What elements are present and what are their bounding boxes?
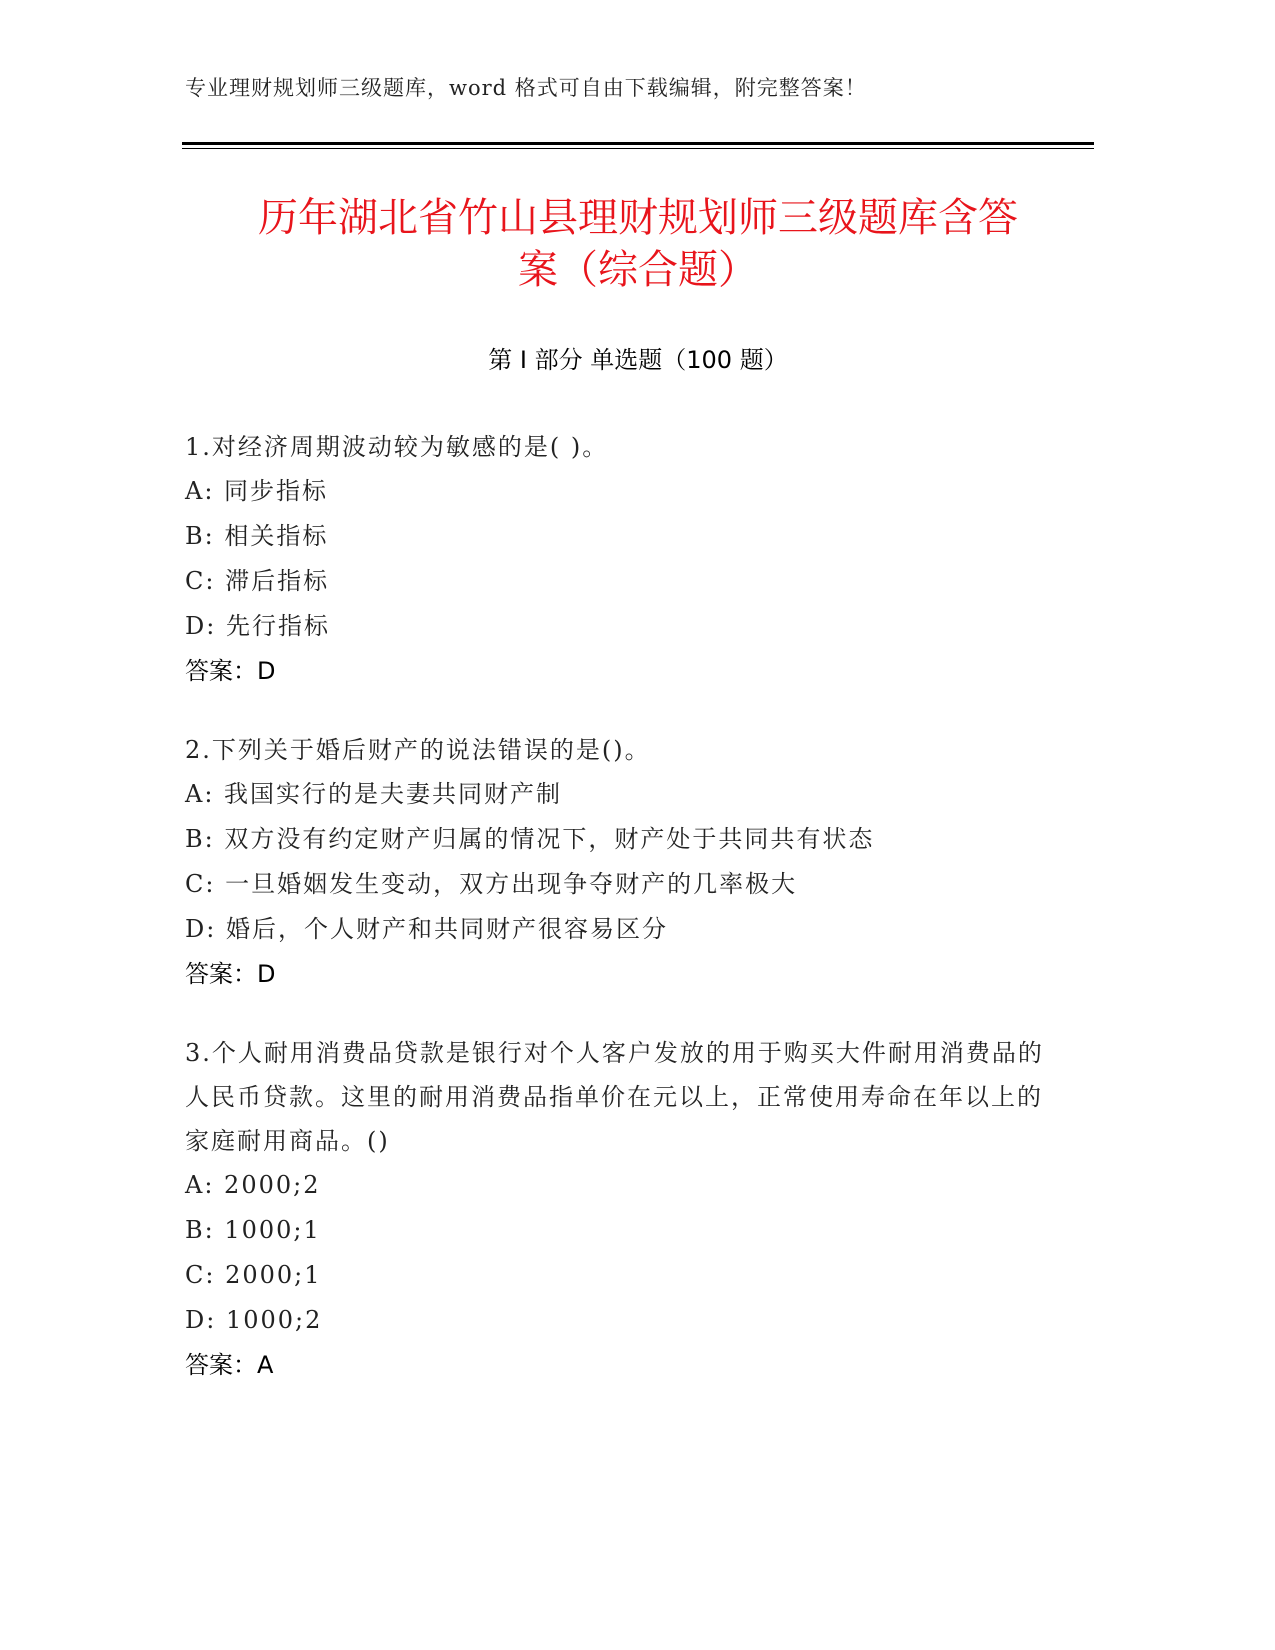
- option-a: A: 我国实行的是夫妻共同财产制: [185, 780, 563, 808]
- section-heading: 第 I 部分 单选题（100 题）: [488, 346, 788, 374]
- option-d: D: 婚后，个人财产和共同财产很容易区分: [185, 915, 668, 943]
- document-title: 历年湖北省竹山县理财规划师三级题库含答案（综合题）: [258, 195, 1018, 293]
- option-a: A: 同步指标: [185, 477, 329, 505]
- option-c: C: 滞后指标: [185, 567, 330, 595]
- answer-text: 答案：D: [185, 960, 276, 988]
- option-c: C: 一旦婚姻发生变动，双方出现争夺财产的几率极大: [185, 870, 798, 898]
- option-d: D: 1000;2: [185, 1306, 323, 1334]
- question-2: [185, 728, 1055, 996]
- question-list: [185, 425, 1055, 1422]
- option-a: A: 2000;2: [185, 1171, 321, 1199]
- question-stem: 1.对经济周期波动较为敏感的是( )。: [185, 433, 609, 461]
- question-1: [185, 425, 1055, 693]
- option-b: B: 1000;1: [185, 1216, 321, 1244]
- header-note: 专业理财规划师三级题库，word 格式可自由下载编辑，附完整答案！: [185, 76, 867, 100]
- header-rule-thin: [182, 148, 1094, 149]
- answer-text: 答案：A: [185, 1351, 274, 1379]
- question-stem: 3.个人耐用消费品贷款是银行对个人客户发放的用于购买大件耐用消费品的人民币贷款。这里的耐用消费品指单价在元以上，正常使用寿命在年以上的家庭耐用商品。(): [185, 1039, 1044, 1155]
- answer-text: 答案：D: [185, 657, 276, 685]
- question-stem: 2.下列关于婚后财产的说法错误的是()。: [185, 736, 651, 764]
- option-b: B: 相关指标: [185, 522, 329, 550]
- option-d: D: 先行指标: [185, 612, 330, 640]
- option-b: B: 双方没有约定财产归属的情况下，财产处于共同共有状态: [185, 825, 875, 853]
- question-3: [185, 1031, 1055, 1387]
- option-c: C: 2000;1: [185, 1261, 322, 1289]
- header-rule-thick: [182, 142, 1094, 145]
